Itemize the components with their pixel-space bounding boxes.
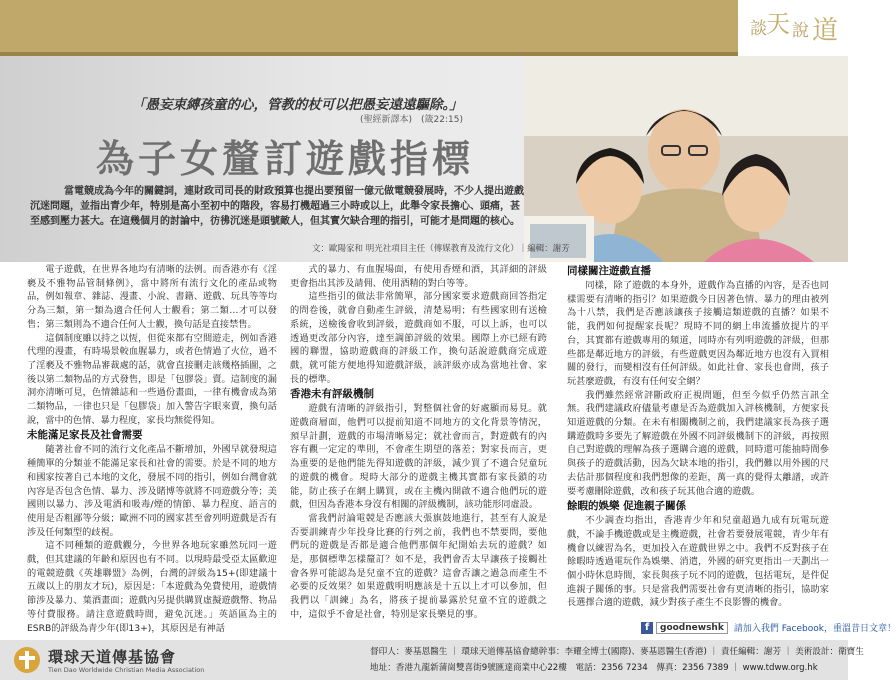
- paragraph: 遊戲有清晰的評級指引，對整個社會的好處顯而易見。就遊戲商層面，他們可以提前知道不同地方的文化背景等情況，預早計劃，遊戲的市場清晰易定；就社會而言，對遊戲有的內容有觀一定定的準則，不會產生期望的落差；對家長而言，更為重要的是他們能先得知遊戲的評級，減少買了不適合兒童玩的遊戲的機會。現時大部分的遊戲主機其實都有家長鎖的功能，防止孩子在網上購買，或在主機內開啟不適合他們玩的遊戲，但因為香港本身沒有相關的評級機制，該功能形同虛設。: [290, 403, 547, 511]
- section-heading: 香港未有評級機制: [290, 388, 374, 401]
- logo-char: 說: [792, 21, 809, 41]
- paragraph: 式的暴力、有血腥場面，有使用香煙和酒，其詳細的評級更會指出其涉及請佣、使用酒精的對白等等。: [290, 264, 547, 289]
- paragraph: 當我們討論電競是否應該大張旗鼓地進行，甚至有人說是否要訓練青少年投身比賽的行列之前，我們也不禁要問，要他們玩的遊戲是否都是適合他們那個年紀開始去玩的遊戲？如是，那個標準怎樣釐訂？如不是，我們會否太早讓孩子接觸社會各界可能認為是兒童不宜的遊戲？這會否讓之過急而產生不必要的反效果？如果遊戲明明應該是十五以上才可以參加，但我們以「訓練」為名，將孩子提前暴露於兒童不宜的遊戲之中，這似乎不會是社會，特別是家長樂見的事。: [290, 512, 547, 620]
- facebook-icon[interactable]: f: [641, 622, 653, 634]
- paragraph: 電子遊戲，在世界各地均有清晰的法例。而香港亦有《淫褻及不雅物品管制條例》，當中將所有流行文化的產品或物品，例如報章、雜誌、漫畫、小說、書籍、遊戲、玩具等等均分為三類，第一類為適合任何人士觀看；第二類…才可以發售；第三類則為不適合任何人士觀，換句話是直接禁售。: [27, 264, 277, 330]
- paragraph: 我們雖然經常評斷政府正視問題，但至今似乎仍然言訊全無。我們建議政府儘量考慮是否為遊戲加入評核機制，方便家長知道遊戲的分類。在未有相關機制之前，我們建議家長為孩子選購遊戲時多要先了解遊戲在外國不同評級機制下的評級，再按照自己對遊戲的理解為孩子選購合適的遊戲，同時還可能抽時間參與孩子的遊戲活動，因為欠缺本地的指引，我們難以用外國的尺去估計那個程度和我們想像的差距，萬一真的覺得太離譜，或許要考慮刪除遊戲，改和孩子玩其他合適的遊戲。: [567, 389, 829, 497]
- paragraph: 這個制度雖以持之以恆，但從來都有空間遊走，例如香港代理的漫畫，有時場景較血腥暴力，或者色情過了火位，過不了淫褻及不雅物品審裁處的話，就會直接刪走該幾格插圖，之後以第二類物品的方式發售，即是「包膠袋」賣。這制度的漏洞亦清晰可見，色情雜誌和一些過份畫面，一律有機會成為第二類物品，一律也只是「包膠袋」加入警告字眼來賣，換句話說，當中的色情、暴力程度，家長均無從得知。: [27, 332, 277, 426]
- footer-credits: 督印人：麥基恩醫生 ｜ 環球天道傳基協會總幹事：李耀全博士(國際)、麥基恩醫生(香港) ｜ 責任編輯：謝芳 ｜ 美術設計：衛寶生: [370, 647, 864, 657]
- logo-char: 天: [766, 10, 790, 38]
- article-column-3: [567, 263, 829, 610]
- org-name: 環球天道傳基協會: [48, 648, 177, 666]
- article-lead: 當電競成為今年的關鍵詞，連財政司司長的財政預算也提出要預留一億元做電競發展時，不少人提出遊戲沉迷問題，並指出青少年，特別是高小至初中的階段，容易打機超過三小時或以上，此舉令家長擔心、頭痛，甚至感到壓力甚大。在這幾個月的討論中，彷彿沉迷是頭號敵人，但其實欠缺合理的指引，可能才是問題的核心。: [30, 186, 524, 227]
- article-column-2: [290, 263, 547, 622]
- facebook-invite: 請加入我們 Facebook，重溫昔日文章！: [733, 624, 896, 634]
- bible-quote: 「愚妄束縛孩童的心，管教的杖可以把愚妄遠遠驅除。」: [132, 97, 463, 113]
- paragraph: 這不同種類的遊戲觀分，今世界各地玩家雖然玩同一遊戲，但其建議的年齡和原因也有不同。以現時最受亞太區歡迎的電競遊戲《英雄聯盟》為例，台灣的評級為15+(即建議十五歲以上的朋友才玩)，原因是：「本遊戲為免費使用，遊戲情節涉及暴力、葉酒畫面；遊戲內另提供購買虛擬遊戲幣、物品等付費服務。請注意遊戲時間，避免沉迷。」英語區為主的ESRB的評級為青少年(即13+)，其原因是有神話: [27, 540, 277, 634]
- org-logo-icon: [12, 646, 42, 674]
- paragraph: 隨著社會不同的流行文化產品不斷增加，外國早就發現這種簡單的分類並不能滿足家長和社會的需要。於是不同的地方和國家按著自己本地的文化，發展不同的指引，例如台灣會就內容是否包含色情、暴力、涉及賭博等就將不同遊戲分等；美國則以暴力、涉及電酒和吸毒/煙的情節、暴力程度、語言的使用是否粗鄙等分級；歐洲不同的國家甚至會列明遊戲是否有涉及任何類型的歧視。: [27, 444, 277, 538]
- paragraph: 這些指引的做法非常簡單，部分國家要求遊戲商回答指定的問卷後，就會自動產生評級，清楚易明；有些國家則有送檢系統，送檢後會收到評級，遊戲商如不服，可以上訴，也可以透過更改部分內容，達至調節評級的效果。國際上亦已經有跨國的聯盟，協助遊戲商的評級工作，換句話說遊戲商完成遊戲，就可能方便地得知遊戲評級，該評級亦成為當地社會、家長的標準。: [290, 291, 547, 385]
- footer-address: 地址：香港九龍新蒲崗雙喜街9號匯達商業中心22樓 電話：2356 7234 傳真：2356 7389 ｜ www.tdww.org.hk: [370, 663, 818, 673]
- top-banner: [0, 0, 848, 56]
- facebook-handle[interactable]: goodnewshk: [656, 622, 728, 634]
- article-column-1: [27, 263, 277, 635]
- logo-char: 道: [812, 16, 839, 46]
- org-english-name: Tien Dao Worldwide Christian Media Association: [48, 666, 205, 674]
- hero-section: [0, 56, 848, 262]
- article-headline: 為子女釐訂遊戲指標: [96, 136, 475, 181]
- paragraph: 不少調查均指出，香港青少年和兒童超過九成有玩電玩遊戲，不論手機遊戲或是主機遊戲，社會若要發展電競，青少年有機會以練習為名，更加投入在遊戲世界之中。我們不反對孩子在餘暇時透過電玩作為娛樂、消遣，外國的研究更指出一天劃出一個小時休息時間，家長與孩子玩不同的遊戲，包括電玩，是件促進親子關係的事。只是當我們需要社會有更清晰的指引，協助家長選擇合適的遊戲，減少對孩子產生不良影響的機會。: [567, 515, 829, 609]
- family-photo: [524, 56, 848, 262]
- section-heading: 同樣關注遊戲直播: [567, 265, 651, 277]
- section-heading: 餘暇的娛樂 促進親子關係: [567, 500, 687, 513]
- column-logo: [738, 0, 848, 56]
- logo-char: 談: [750, 19, 767, 39]
- author-credit: 文：歐陽家和 明光社項目主任（傳媒教育及流行文化）｜編輯：謝芳: [312, 244, 570, 254]
- facebook-promo[interactable]: [641, 621, 896, 634]
- paragraph: 同樣，除了遊戲的本身外，遊戲作為直播的內容，是否也同樣需要有清晰的指引？如果遊戲今日因著色情、暴力的理由被列為十八禁，我們是否應該讓孩子接觸這類遊戲的直播？如果不能，我們如何提醒家長呢？現時不同的網上串流播放提片的平台，其實都有遊戲專用的頻道，同時亦有列明遊戲的評級，但那些都是鄰近地方的評級，有些遊戲更因為鄰近地方也沒有入買相關的發行，而變相沒有任何評級。如此社會、家長也會問，孩子玩甚麼遊戲，有沒有任何安全網？: [567, 280, 829, 387]
- section-heading: 未能滿足家長及社會需要: [27, 429, 143, 442]
- quote-source: (聖經新譯本) (箴22:15): [360, 115, 463, 125]
